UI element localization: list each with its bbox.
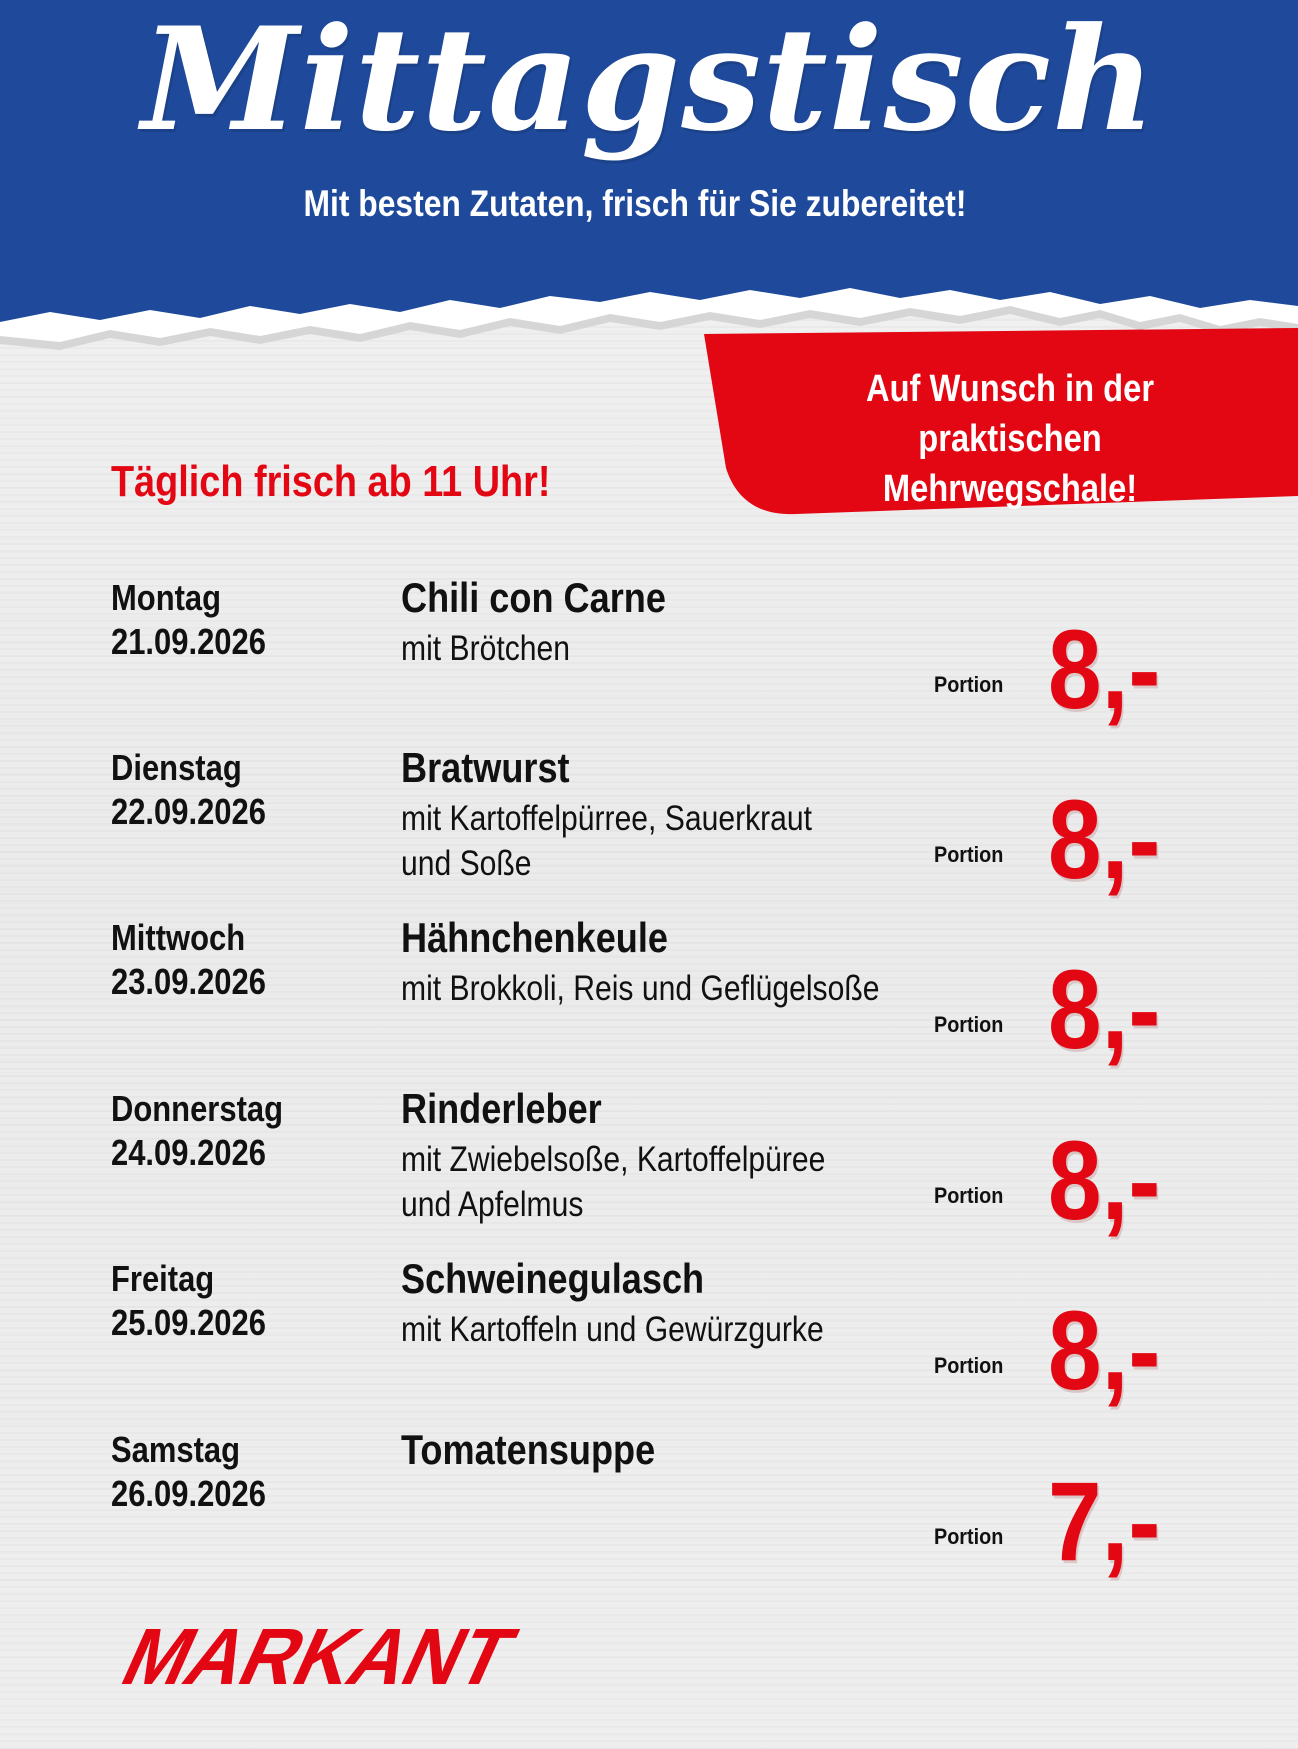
date: 23.09.2026 [111,961,266,1002]
dish-name: Bratwurst [401,744,570,791]
portion-label: Portion [934,672,1004,697]
dish-description [401,796,917,886]
dish-description-line-1: mit Kartoffeln und Gewürzgurke [401,1310,824,1349]
markant-logo [114,1618,544,1694]
weekday: Montag [111,577,222,618]
daily-fresh-note: Täglich frisch ab 11 Uhr! [111,457,551,506]
menu-row-thursday [0,1087,1298,1257]
promo-line-1: Auf Wunsch in der praktischen [865,368,1155,460]
markant-logo-icon [114,1618,544,1694]
promo-line-2: Mehrwegschale! [882,468,1138,510]
date: 24.09.2026 [111,1132,266,1173]
dish-name: Chili con Carne [401,574,666,621]
price: 8,- [1048,1288,1161,1413]
weekday: Samstag [111,1429,241,1470]
menu-row-saturday [0,1428,1298,1598]
weekday: Freitag [111,1258,215,1299]
svg-text:MARKANT: MARKANT [114,1618,544,1694]
promo-banner [700,328,1298,516]
date: 26.09.2026 [111,1473,266,1514]
dish-name: Hähnchenkeule [401,914,668,961]
menu-row-monday [0,576,1298,746]
weekday: Donnerstag [111,1088,284,1129]
menu-row-tuesday [0,746,1298,916]
dish-description-line-1: mit Kartoffelpürree, Sauerkraut [401,799,813,838]
page-title: Mittagstisch [141,0,1157,163]
dish-description [401,1137,917,1227]
price: 7,- [1048,1459,1161,1584]
portion-label: Portion [934,1353,1004,1378]
price: 8,- [1048,1118,1161,1243]
date: 22.09.2026 [111,791,266,832]
dish-description-line-2: und Apfelmus [401,1185,584,1224]
dish-description [401,626,917,671]
dish-name: Schweinegulasch [401,1255,705,1302]
dish-description-line-1: mit Zwiebelsoße, Kartoffelpüree [401,1140,826,1179]
dish-description [401,966,917,1011]
dish-description-line-1: mit Brokkoli, Reis und Geflügelsoße [401,969,880,1008]
price: 8,- [1048,947,1161,1072]
price: 8,- [1048,607,1161,732]
menu-row-wednesday [0,916,1298,1086]
portion-label: Portion [934,842,1004,867]
portion-label: Portion [934,1183,1004,1208]
menu-row-friday [0,1257,1298,1427]
dish-description-line-1: mit Brötchen [401,629,570,668]
weekday: Dienstag [111,747,242,788]
dish-description-line-2: und Soße [401,844,532,883]
dish-description [401,1307,917,1352]
promo-text [778,364,1242,514]
page-subtitle: Mit besten Zutaten, frisch für Sie zubereitet! [303,183,967,224]
portion-label: Portion [934,1524,1004,1549]
portion-label: Portion [934,1012,1004,1037]
dish-name: Tomatensuppe [401,1426,656,1473]
weekday: Mittwoch [111,917,246,958]
dish-name: Rinderleber [401,1085,602,1132]
price: 8,- [1048,777,1161,902]
date: 21.09.2026 [111,621,266,662]
date: 25.09.2026 [111,1302,266,1343]
